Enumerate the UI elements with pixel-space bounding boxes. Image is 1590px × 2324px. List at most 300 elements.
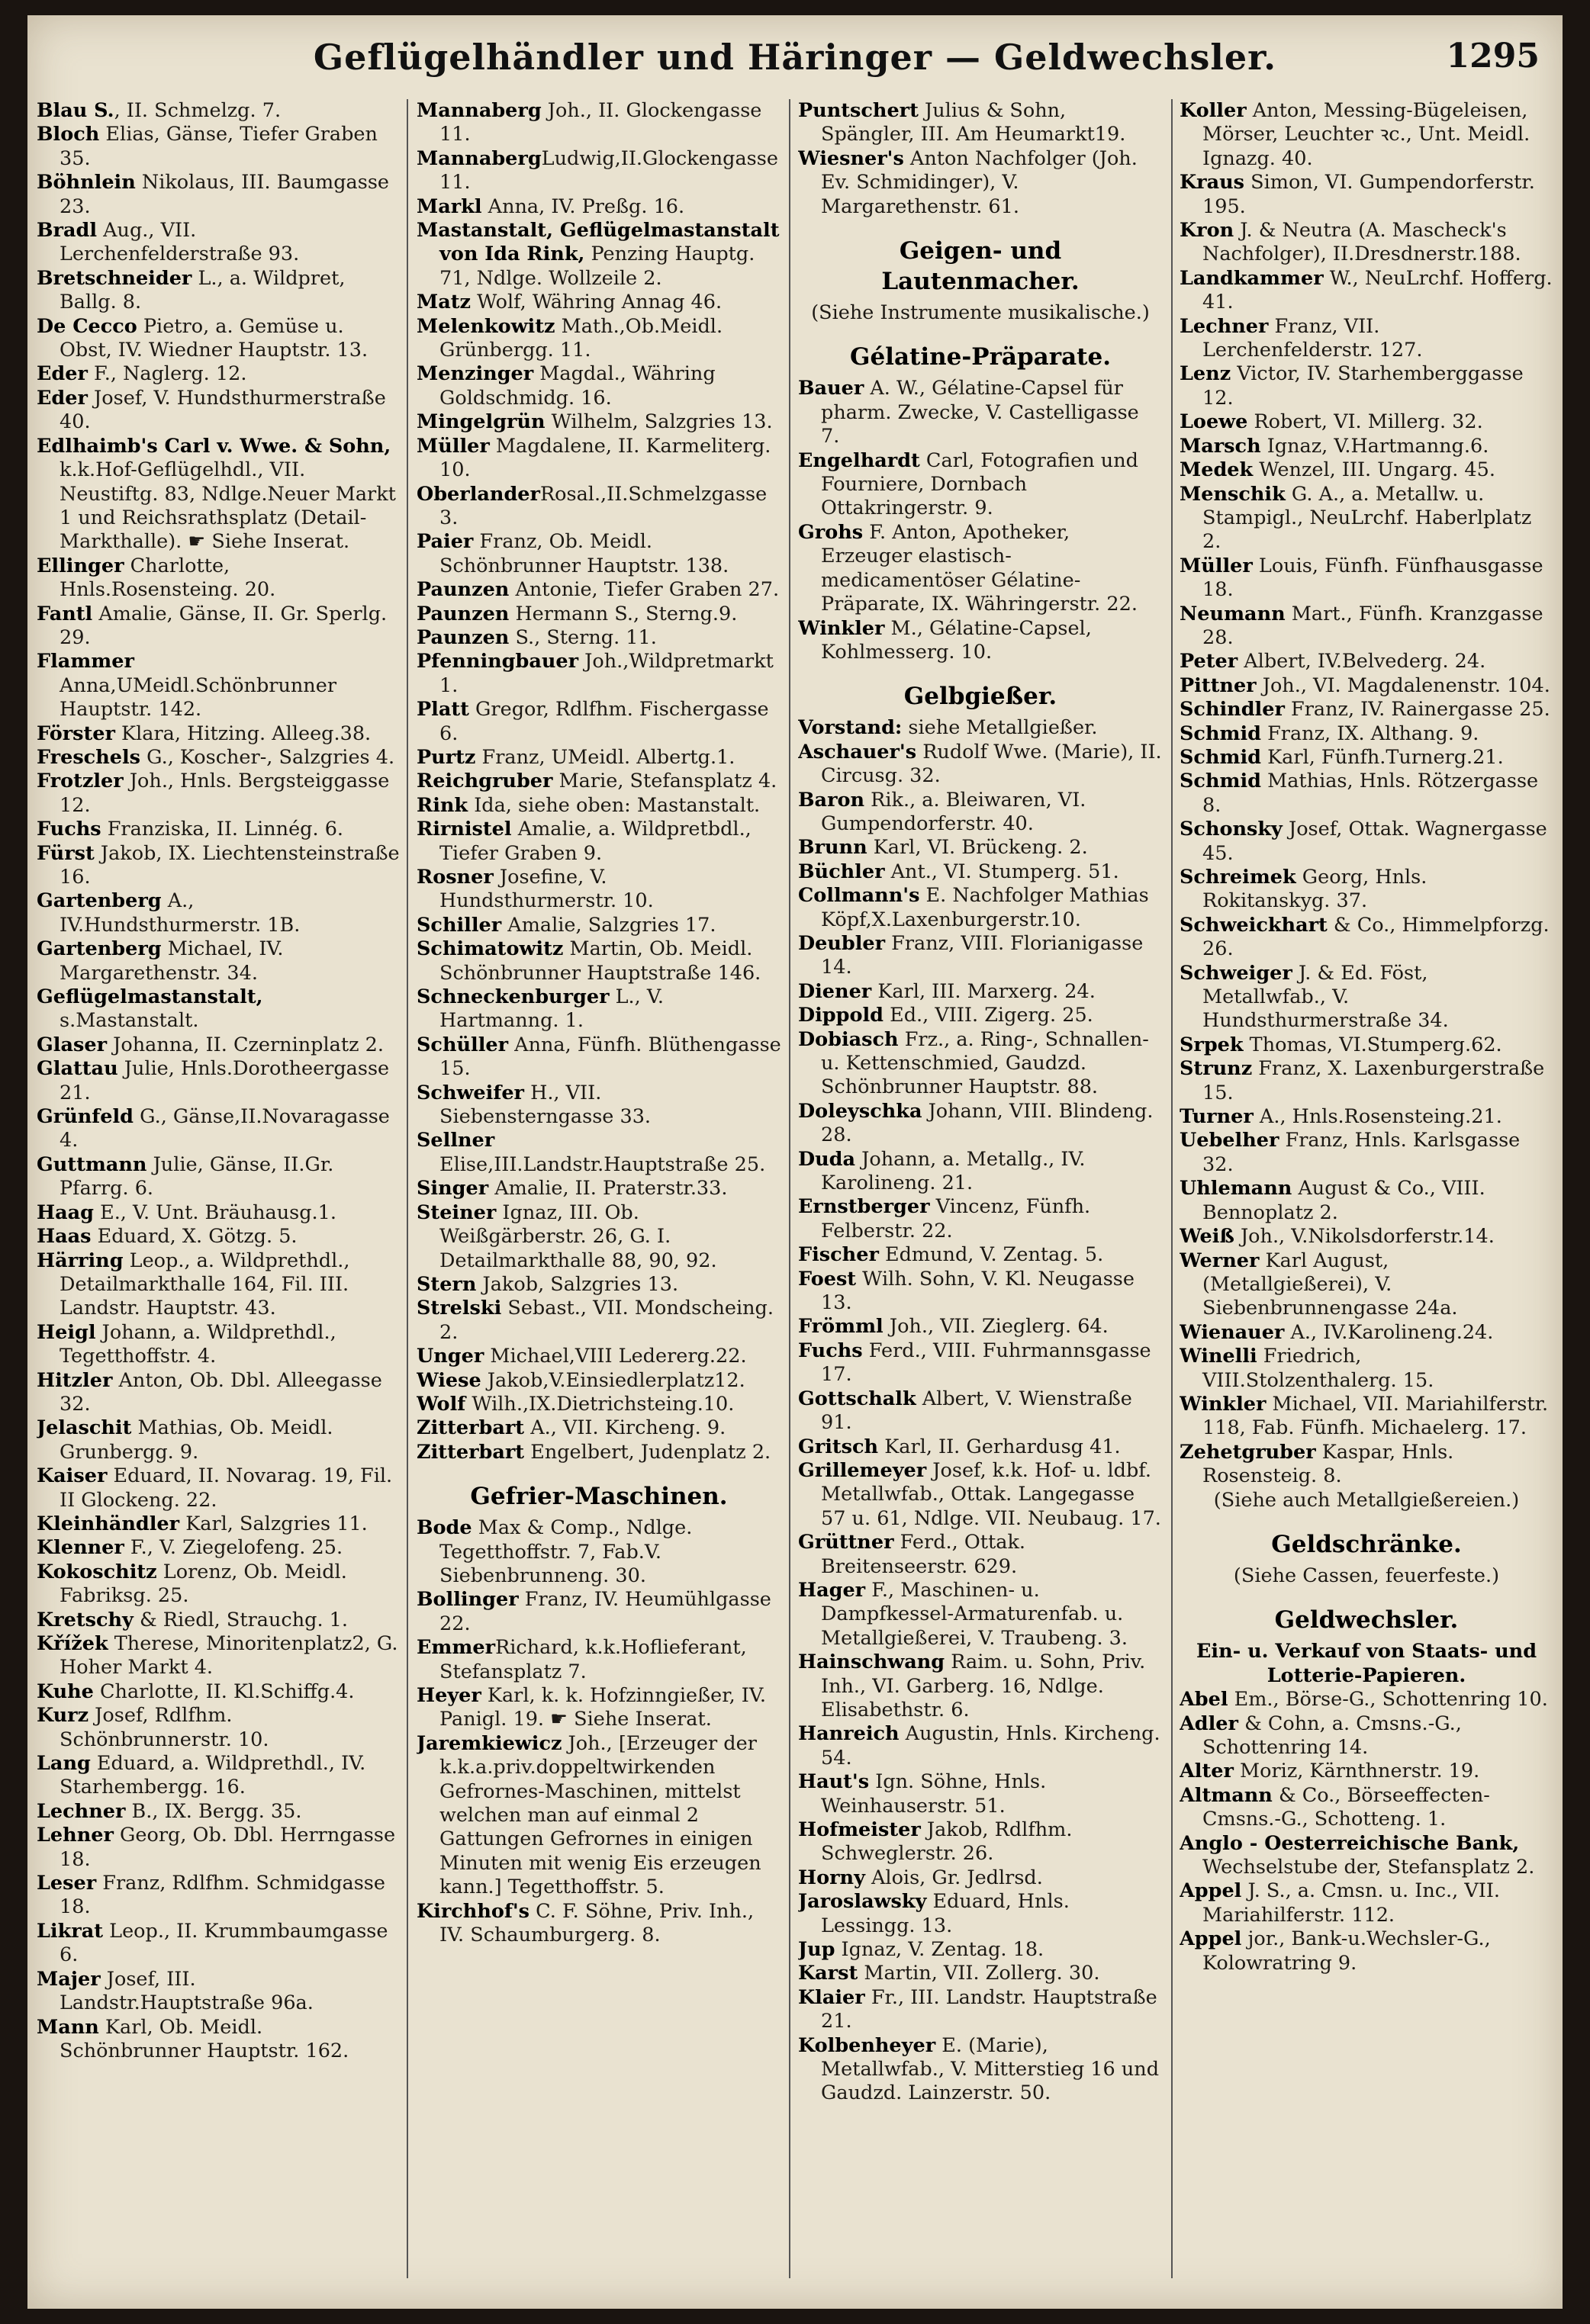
entry-name: Gottschalk [798,1387,916,1410]
directory-entry [1180,1927,1553,1975]
entry-details: Martin, Ob. Meidl. Schönbrunner Hauptstraße 146. [439,937,761,985]
entry-details: Elias, Gänse, Tiefer Graben 35. [60,123,378,170]
entry-name: Bloch [37,123,100,146]
directory-entry [417,1129,781,1177]
directory-entry [798,449,1163,521]
entry-name: Schonsky [1180,818,1283,841]
directory-entry [417,147,781,195]
directory-entry [37,1609,401,1632]
entry-details: Hermann S., Sterng.9. [509,602,738,625]
directory-entry [417,219,781,291]
entry-details: Martin, VII. Zollerg. 30. [858,1962,1100,1985]
entry-name: Jup [798,1938,835,1962]
entry-name: Ellinger [37,554,124,577]
directory-entry [37,770,401,818]
directory-entry [1180,1688,1553,1712]
entry-name: Wiese [417,1368,481,1392]
entry-details: Franz, Rdlfhm. Schmidgasse 18. [60,1872,385,1919]
entry-name: Fuchs [798,1339,863,1362]
entry-name: Schweifer [417,1081,524,1104]
directory-entry [37,387,401,435]
column-2 [417,99,781,2293]
entry-details: Josef, k.k. Hof- u. ldbf. Metallwfab., Ottak. Langegasse 57 u. 61, Ndlge. VII. Neubaug. 17. [821,1458,1161,1530]
directory-entry [417,1441,781,1464]
entry-name: Jaremkiewicz [417,1731,562,1755]
entry-details: Wechselstube der, Stefansplatz 2. [1202,1856,1535,1879]
entry-details: Wolf, Währing Annag 46. [471,291,723,314]
directory-entry [37,1920,401,1968]
directory-entry [417,985,781,1033]
directory-entry [1180,1177,1553,1225]
entry-name: Grüttner [798,1531,894,1554]
directory-entry [417,530,781,578]
entry-name: De Cecco [37,314,137,338]
entry-name: Kokoschitz [37,1560,157,1583]
entry-details: Rudolf Wwe. (Marie), II. Circusg. 32. [821,740,1162,788]
entry-details: Magdal., Währing Goldschmidg. 16. [439,362,716,410]
entry-name: Hainschwang [798,1651,945,1674]
entry-name: Landkammer [1180,266,1324,290]
entry-details: Engelbert, Judenplatz 2. [524,1440,771,1464]
directory-entry [1180,603,1553,651]
entry-name: Horny [798,1866,865,1889]
entry-name: Srpek [1180,1033,1244,1056]
entry-details: Anton, Messing-Bügeleisen, Mörser, Leuchter ꝛc., Unt. Meidl. Ignazg. 40. [1202,99,1530,170]
entry-details: Albert, V. Wienstraße 91. [821,1387,1132,1435]
directory-entry [37,937,401,985]
entry-details: Richard, k.k.Hoflieferant, Stefansplatz 7. [439,1636,747,1683]
directory-entry [417,914,781,937]
entry-name: Medek [1180,458,1254,482]
directory-entry [1180,746,1553,770]
entry-details: Wenzel, III. Ungarg. 45. [1253,458,1495,482]
entry-details: Jakob,V.Einsiedlerplatz12. [481,1368,745,1392]
directory-entry [798,1866,1163,1890]
entry-name: Mann [37,2015,99,2039]
entry-name: Dippold [798,1004,884,1027]
entry-details: Karl, k. k. Hofzinngießer, IV. Panigl. 19. ☛ Siehe Inserat. [439,1684,766,1731]
directory-entry [417,1900,781,1948]
directory-entry [417,866,781,914]
entry-name: Bollinger [417,1588,519,1612]
directory-entry [1180,866,1553,914]
column-1 [37,99,401,2293]
entry-name: Jaroslawsky [798,1890,927,1914]
directory-entry [417,1273,781,1297]
entry-name: Haas [37,1225,92,1249]
entry-name: Kleinhändler [37,1512,180,1535]
directory-entry [798,789,1163,837]
directory-entry [1180,171,1553,219]
entry-details: Raim. u. Sohn, Priv. Inh., VI. Garberg. 16, Ndlge. Elisabethstr. 6. [821,1651,1146,1721]
entry-details: Friedrich, VIII.Stolzenthalerg. 15. [1202,1345,1434,1392]
directory-entry [417,1033,781,1082]
entry-details: Michael,VIII Ledererg.22. [484,1345,747,1368]
entry-details: Ludwig,II.Glockengasse 11. [439,146,778,194]
directory-entry [417,362,781,410]
entry-name: Rosner [417,866,494,889]
entry-details: Gregor, Rdlfhm. Fischergasse 6. [439,698,769,745]
entry-details: Max & Comp., Ndlge. Tegetthoffstr. 7, Fab.V. Siebenbrunneng. 30. [439,1516,693,1587]
entry-name: Bradl [37,219,98,243]
entry-details: Josef, V. Hundsthurmerstraße 40. [60,386,386,434]
section-heading: Gélatine-Präparate. [849,343,1112,371]
entry-name: Duda [798,1147,856,1171]
entry-name: Jelaschit [37,1416,132,1440]
directory-entry [37,1464,401,1512]
directory-entry [798,147,1163,219]
directory-entry [37,1033,401,1057]
entry-details: & Co., Himmelpforzg. 26. [1202,913,1550,961]
directory-entry [1180,483,1553,554]
directory-page [27,15,1563,2309]
entry-details: Franz, IX. Althang. 9. [1260,722,1479,745]
directory-entry [1180,410,1553,434]
directory-entry [798,1268,1163,1316]
entry-name: Härring [37,1249,124,1272]
directory-entry [37,1561,401,1609]
directory-entry [417,99,781,147]
entry-name: Paunzen [417,625,510,649]
cross-reference-note: (Siehe Instrumente musikalische.) [811,301,1150,325]
entry-name: Neumann [1180,602,1286,625]
directory-entry [1180,1784,1553,1832]
entry-details: F., V. Ziegelofeng. 25. [124,1536,343,1560]
directory-entry [37,1824,401,1872]
entry-name: Aschauer's [798,740,917,763]
entry-name: Geflügelmastanstalt, [37,985,263,1009]
entry-name: Mannaberg [417,146,542,170]
directory-entry [37,123,401,171]
directory-entry [798,741,1163,789]
entry-name: Likrat [37,1919,104,1943]
directory-entry [798,1387,1163,1435]
directory-entry [798,836,1163,860]
entry-name: Werner [1180,1249,1260,1272]
entry-name: Menzinger [417,362,534,386]
entry-name: Eder [37,362,88,386]
directory-entry [1180,1105,1553,1129]
entry-name: Melenkowitz [417,314,555,338]
entry-details: Edmund, V. Zentag. 5. [878,1243,1104,1267]
entry-name: Schindler [1180,698,1285,722]
entry-name: Blau S. [37,99,114,122]
directory-entry [798,1962,1163,1985]
directory-entry [1180,435,1553,458]
directory-entry [417,1369,781,1393]
directory-entry [798,377,1163,448]
directory-entry [37,1872,401,1920]
entry-details: & Cohn, a. Cmsns.-G., Schottenring 14. [1202,1712,1462,1759]
directory-entry [1180,1760,1553,1783]
directory-entry [798,932,1163,980]
entry-name: Weiß [1180,1225,1234,1249]
directory-entry [417,698,781,746]
section-heading: Gelbgießer. [903,683,1057,711]
directory-entry [1180,458,1553,482]
directory-entry [1180,1321,1553,1345]
entry-name: Wolf [417,1392,466,1416]
entry-details: Thomas, VI.Stumperg.62. [1243,1033,1502,1056]
directory-entry [1180,650,1553,673]
directory-entry [37,1321,401,1369]
entry-details: , II. Schmelzg. 7. [114,99,282,122]
entry-name: Heigl [37,1320,96,1344]
directory-entry [417,1345,781,1368]
directory-entry [417,315,781,363]
directory-entry [417,1082,781,1130]
entry-details: F. Anton, Apotheker, Erzeuger elastisch- medicamentöser Gélatine-Präparate, IX. Währingerstr. 22. [821,520,1138,616]
directory-entry [37,842,401,890]
entry-name: Engelhardt [798,448,920,472]
entry-details: Anton, Ob. Dbl. Alleegasse 32. [60,1368,382,1416]
directory-entry [798,1315,1163,1339]
entry-name: Karst [798,1962,858,1985]
entry-name: Doleyschka [798,1099,922,1123]
directory-entry [1180,674,1553,698]
entry-details: G., Gänse,II.Novaragasse 4. [60,1105,390,1152]
directory-entry [798,99,1163,147]
entry-details: Ferd., Ottak. Breitenseerstr. 629. [821,1531,1026,1578]
directory-entry [37,267,401,315]
entry-details: Antonie, Tiefer Graben 27. [509,578,780,602]
column-rule [789,99,790,2278]
directory-entry [37,1536,401,1560]
entry-details: Johann, VIII. Blindeng. 28. [821,1099,1154,1147]
directory-entry [37,315,401,363]
entry-name: Haag [37,1201,94,1224]
directory-entry [37,435,401,554]
entry-details: Johann, a. Wildprethdl., Tegetthoffstr. 4. [60,1320,336,1368]
entry-details: F., Maschinen- u. Dampfkessel-Armaturenfab. u. Metallgießerei, V. Traubeng. 3. [821,1578,1128,1650]
entry-details: Franziska, II. Linnég. 6. [101,818,344,841]
entry-name: Böhnlein [37,171,136,194]
entry-details: Magdalene, II. Karmeliterg. 10. [439,434,771,482]
entry-details: Robert, VI. Millerg. 32. [1247,410,1483,434]
entry-name: Altmann [1180,1783,1273,1807]
entry-name: Uebelher [1180,1129,1279,1152]
entry-name: Strunz [1180,1057,1253,1081]
entry-name: Paier [417,530,474,554]
entry-details: Karl, III. Marxerg. 24. [871,979,1096,1003]
entry-name: Fürst [37,841,95,865]
entry-name: Büchler [798,860,885,883]
entry-details: Karl, Salzgries 11. [179,1512,368,1535]
entry-details: Sebast., VII. Mondscheing. 2. [439,1297,774,1344]
entry-details: August & Co., VIII. Bennoplatz 2. [1202,1177,1485,1224]
entry-details: Louis, Fünfh. Fünfhausgasse 18. [1202,554,1543,602]
entry-details: Aug., VII. Lerchenfelderstraße 93. [60,219,300,266]
directory-entry [37,362,401,386]
entry-details: Joh., VI. Magdalenenstr. 104. [1256,673,1550,697]
entry-name: Kolbenheyer [798,2033,936,2057]
page-header [27,37,1563,90]
directory-entry [1180,1832,1553,1880]
directory-entry [37,1416,401,1464]
entry-name: Kaiser [37,1464,108,1488]
directory-entry [798,521,1163,617]
directory-entry [798,860,1163,884]
section-heading: Geldschränke. [1271,1530,1462,1558]
entry-details: Pietro, a. Gemüse u. Obst, IV. Wiedner Hauptstr. 13. [60,314,369,362]
entry-name: Uhlemann [1180,1177,1292,1201]
entry-details: Vincenz, Fünfh. Felberstr. 22. [821,1195,1091,1242]
entry-name: Kretschy [37,1608,134,1631]
entry-name: Glattau [37,1057,118,1081]
entry-details: Franz, Ob. Meidl. Schönbrunner Hauptstr. 138. [439,530,729,577]
entry-details: Ignaz, V.Hartmanng.6. [1260,434,1489,458]
entry-details: J. S., a. Cmsn. u. Inc., VII. Mariahilferstr. 112. [1202,1879,1501,1927]
entry-details: Kaspar, Hnls. Rosensteig. 8. [1202,1440,1454,1488]
entry-details: Josef, Ottak. Wagnergasse 45. [1202,818,1547,865]
directory-entry [417,794,781,818]
directory-entry [417,1416,781,1440]
entry-details: Amalie, a. Wildpretbdl., Tiefer Graben 9. [439,818,752,865]
directory-entry [1180,698,1553,722]
entry-name: Mastanstalt, Geflügelmastanstalt von Ida Rink, [417,219,780,266]
directory-entry [37,603,401,651]
entry-details: Fr., III. Landstr. Hauptstraße 21. [821,1985,1157,2033]
directory-entry [417,291,781,314]
directory-entry [798,1435,1163,1459]
directory-entry [37,722,401,746]
entry-details: Julie, Gänse, II.Gr. Pfarrg. 6. [60,1152,334,1201]
entry-details: Eduard, Hnls. Lessingg. 13. [821,1890,1070,1937]
entry-details: Victor, IV. Starhemberggasse 12. [1202,362,1524,410]
entry-details: Joh., Hnls. Bergsteiggasse 12. [60,770,390,817]
entry-details: Georg, Ob. Dbl. Herrngasse 18. [60,1824,396,1871]
entry-name: Fischer [798,1243,879,1267]
directory-entry [1180,1033,1553,1057]
directory-entry [417,770,781,793]
directory-entry [1180,362,1553,410]
entry-details: Em., Börse-G., Schottenring 10. [1228,1688,1548,1712]
directory-entry [1180,219,1553,267]
entry-details: Ed., VIII. Zigerg. 25. [884,1004,1093,1027]
directory-entry [37,889,401,937]
entry-name: Paunzen [417,602,510,625]
entry-details: Amalie, Gänse, II. Gr. Sperlg. 29. [60,602,388,649]
entry-details: G., Koscher-, Salzgries 4. [140,745,395,769]
entry-details: A., VII. Kircheng. 9. [524,1416,726,1440]
directory-entry [1180,1441,1553,1489]
entry-details: Leop., a. Wildprethdl., Detailmarkthalle 164, Fil. III. Landstr. Hauptstr. 43. [60,1249,350,1320]
entry-details: Frz., a. Ring-, Schnallen- u. Kettenschmied, Gaudzd. Schönbrunner Hauptstr. 88. [821,1027,1149,1099]
entry-name: Menschik [1180,482,1286,506]
entry-details: Rosal.,II.Schmelzgasse 3. [439,482,768,529]
entry-name: Singer [417,1177,489,1201]
entry-name: Leser [37,1872,97,1895]
entry-details: Eduard, a. Wildprethdl., IV. Starhembergg. 16. [60,1752,366,1799]
entry-name: Hitzler [37,1368,113,1392]
directory-entry [798,1243,1163,1267]
entry-name: Winkler [798,616,885,640]
entry-details: Michael, VII. Mariahilferstr. 118, Fab. Fünfh. Michaelerg. 17. [1202,1392,1549,1440]
directory-entry [417,195,781,219]
entry-name: Steiner [417,1201,497,1224]
entry-details: Ignaz, V. Zentag. 18. [835,1938,1044,1962]
directory-entry [417,818,781,866]
entry-name: Pfenningbauer [417,650,579,673]
entry-details: Albert, IV.Belvederg. 24. [1238,650,1486,673]
entry-name: Frotzler [37,770,124,793]
entry-details: Franz, VII. Lerchenfelderstr. 127. [1202,314,1423,362]
entry-name: Schmid [1180,745,1261,769]
entry-name: Wienauer [1180,1320,1285,1344]
entry-name: Koller [1180,99,1247,122]
entry-details: Ferd., VIII. Fuhrmannsgasse 17. [821,1339,1151,1387]
directory-entry [1180,914,1553,962]
column-4 [1180,99,1553,2293]
entry-name: Schüller [417,1033,509,1056]
entry-name: Schmid [1180,722,1261,745]
entry-name: Edlhaimb's Carl v. Wwe. & Sohn, [37,434,391,458]
directory-entry [798,1818,1163,1866]
section-heading: Geldwechsler. [1274,1606,1459,1635]
entry-name: Purtz [417,745,476,769]
directory-entry [798,1148,1163,1196]
directory-entry [798,1722,1163,1770]
entry-details: Franz, X. Laxenburgerstraße 15. [1202,1057,1545,1104]
directory-entry [417,1201,781,1273]
entry-name: Puntschert [798,99,919,122]
entry-name: Fuchs [37,818,101,841]
entry-details: Alois, Gr. Jedlrsd. [864,1866,1043,1889]
entry-name: Hanreich [798,1722,900,1746]
entry-name: Marsch [1180,434,1261,458]
entry-details: A., IV.Karolineng.24. [1284,1320,1494,1344]
entry-details: Joh., VII. Zieglerg. 64. [883,1315,1109,1339]
entry-details: Franz, Hnls. Karlsgasse 32. [1202,1129,1521,1176]
directory-entry [37,1968,401,2016]
entry-details: Mart., Fünfh. Kranzgasse 28. [1202,602,1543,649]
entry-details: jor., Bank-u.Wechsler-G., Kolowratring 9. [1202,1927,1491,1975]
entry-details: Anna,UMeidl.Schönbrunner Hauptstr. 142. [60,673,337,722]
entry-name: Collmann's [798,884,920,908]
entry-details: Joh., II. Glockengasse 11. [439,99,762,146]
entry-name: Guttmann [37,1152,147,1176]
entry-name: Schreimek [1180,866,1296,889]
entry-details: Jakob, Salzgries 13. [476,1272,679,1296]
directory-entry [798,1938,1163,1962]
entry-details: Karl August, (Metallgießerei), V. Siebenbrunnengasse 24a. [1202,1249,1458,1320]
entry-name: Platt [417,698,469,722]
entry-details: M., Gélatine-Capsel, Kohlmesserg. 10. [821,616,1092,664]
entry-details: Elise,III.Landstr.Hauptstraße 25. [439,1152,766,1176]
entry-name: Appel [1180,1879,1242,1903]
directory-entry [37,1057,401,1105]
entry-name: Gritsch [798,1435,879,1458]
directory-entry [798,1651,1163,1722]
directory-entry [37,1680,401,1704]
entry-details: Jakob, Rdlfhm. Schweglerstr. 26. [821,1818,1073,1866]
entry-details: Rik., a. Bleiwaren, VI. Gumpendorferstr. 40. [821,788,1086,835]
entry-name: Ernstberger [798,1195,930,1219]
entry-name: Matz [417,291,472,314]
cross-reference-note: (Siehe Cassen, feuerfeste.) [1233,1564,1500,1587]
entry-name: Paunzen [417,578,510,602]
entry-name: Oberlander [417,482,540,506]
entry-details: E., V. Unt. Bräuhausg.1. [93,1201,336,1224]
directory-entry [1180,1225,1553,1249]
column-rule [1171,99,1173,2278]
entry-details: H., VII. Siebensterngasse 33. [439,1081,652,1129]
entry-details: Charlotte, Hnls.Rosensteing. 20. [60,554,276,602]
entry-details: Marie, Stefansplatz 4. [552,770,777,793]
directory-entry [37,1800,401,1824]
entry-details: J. & Neutra (A. Mascheck's Nachfolger), II.Dresdnerstr.188. [1202,219,1521,266]
entry-name: Křížek [37,1632,108,1655]
